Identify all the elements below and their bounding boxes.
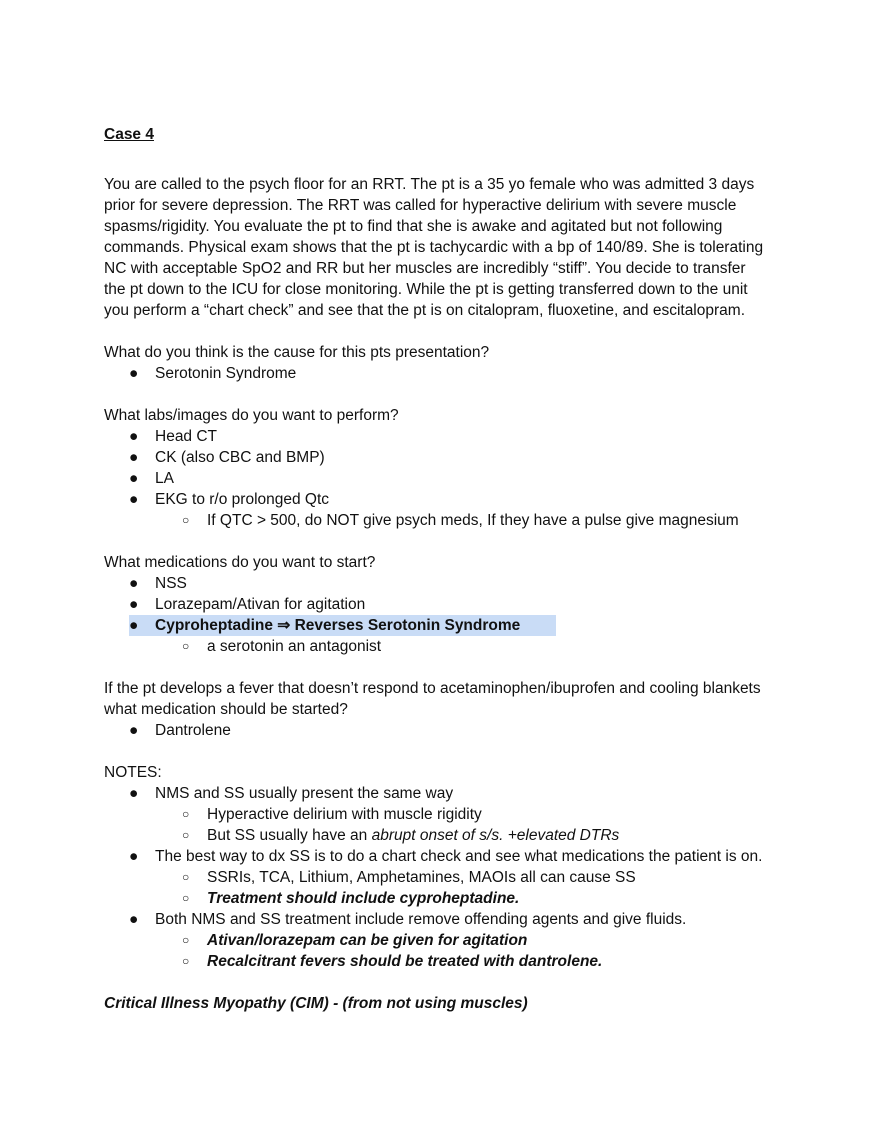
list-item: ● Serotonin Syndrome — [129, 365, 297, 382]
bullet-icon: ● — [129, 491, 139, 508]
bullet-icon: ● — [129, 449, 139, 466]
bullet-icon: ● — [129, 617, 139, 634]
list-item: ● Dantrolene — [129, 722, 231, 739]
sub-list-item: ○ If QTC > 500, do NOT give psych meds, If they have a pulse give magnesium — [182, 512, 739, 529]
sub-bullet-icon: ○ — [182, 828, 190, 842]
sub-bullet-icon: ○ — [182, 954, 190, 968]
sub-bullet-icon: ○ — [182, 639, 190, 653]
bullet-icon: ● — [129, 428, 139, 445]
question-meds: What medications do you want to start? — [104, 554, 376, 571]
sub-list-item: ○ SSRIs, TCA, Lithium, Amphetamines, MAOIs all can cause SS — [182, 869, 636, 886]
bullet-icon: ● — [129, 470, 139, 487]
bullet-icon: ● — [129, 785, 139, 802]
sub-list-item: ○ Hyperactive delirium with muscle rigidity — [182, 806, 482, 823]
intro-line: spasms/rigidity. You evaluate the pt to find that she is awake and agitated but not following — [104, 218, 723, 235]
notes-label: NOTES: — [104, 764, 162, 781]
list-item: ● NMS and SS usually present the same way — [129, 785, 454, 802]
section-heading-cim: Critical Illness Myopathy (CIM) - (from not using muscles) — [104, 995, 528, 1012]
sub-list-item: ○ Treatment should include cyproheptadine. — [182, 890, 520, 907]
sub-list-item: ○ Ativan/lorazepam can be given for agitation — [182, 932, 528, 949]
intro-line: NC with acceptable SpO2 and RR but her muscles are incredibly “stiff”. You decide to transfer — [104, 260, 746, 277]
sub-list-item: ○ Recalcitrant fevers should be treated with dantrolene. — [182, 953, 603, 970]
list-item: ● NSS — [129, 575, 187, 592]
intro-line: the pt down to the ICU for close monitoring. While the pt is getting transferred down to the unit — [104, 281, 748, 298]
sub-list-item: ○ a serotonin an antagonist — [182, 638, 382, 655]
case-title: Case 4 — [104, 126, 154, 143]
bullet-icon: ● — [129, 722, 139, 739]
list-item: ● CK (also CBC and BMP) — [129, 449, 325, 466]
question-fever: If the pt develops a fever that doesn’t respond to acetaminophen/ibuprofen and cooling blankets — [104, 680, 761, 697]
document-body — [104, 124, 804, 1014]
bullet-icon: ● — [129, 596, 139, 613]
sub-list-item: ○ But SS usually have an abrupt onset of s/s. +elevated DTRs — [182, 827, 620, 844]
list-item: ● Both NMS and SS treatment include remove offending agents and give fluids. — [129, 911, 687, 928]
intro-line: you perform a “chart check” and see that the pt is on citalopram, fluoxetine, and escitalopram. — [104, 302, 745, 319]
list-item: ● The best way to dx SS is to do a chart check and see what medications the patient is on. — [129, 848, 763, 865]
case-intro — [104, 174, 804, 321]
sub-bullet-icon: ○ — [182, 891, 190, 905]
question-fever: what medication should be started? — [104, 701, 348, 718]
intro-line: You are called to the psych floor for an RRT. The pt is a 35 yo female who was admitted 3 days — [104, 176, 755, 193]
question-labs: What labs/images do you want to perform? — [104, 407, 399, 424]
highlighted-list-item: ● Cyproheptadine ⇒ Reverses Serotonin Syndrome — [104, 615, 804, 636]
bullet-icon: ● — [129, 365, 139, 382]
bullet-icon: ● — [129, 575, 139, 592]
list-item: ● Head CT — [129, 428, 218, 445]
list-item: ● EKG to r/o prolonged Qtc — [129, 491, 330, 508]
bullet-icon: ● — [129, 848, 139, 865]
question-cause: What do you think is the cause for this pts presentation? — [104, 344, 490, 361]
intro-line: commands. Physical exam shows that the pt is tachycardic with a bp of 140/89. She is tolerating — [104, 239, 764, 256]
sub-bullet-icon: ○ — [182, 513, 190, 527]
list-item: ● LA — [129, 470, 174, 487]
list-item: ● Lorazepam/Ativan for agitation — [129, 596, 366, 613]
intro-line: prior for severe depression. The RRT was called for hyperactive delirium with severe muscle — [104, 197, 737, 214]
bullet-icon: ● — [129, 911, 139, 928]
sub-bullet-icon: ○ — [182, 870, 190, 884]
sub-bullet-icon: ○ — [182, 933, 190, 947]
sub-bullet-icon: ○ — [182, 807, 190, 821]
